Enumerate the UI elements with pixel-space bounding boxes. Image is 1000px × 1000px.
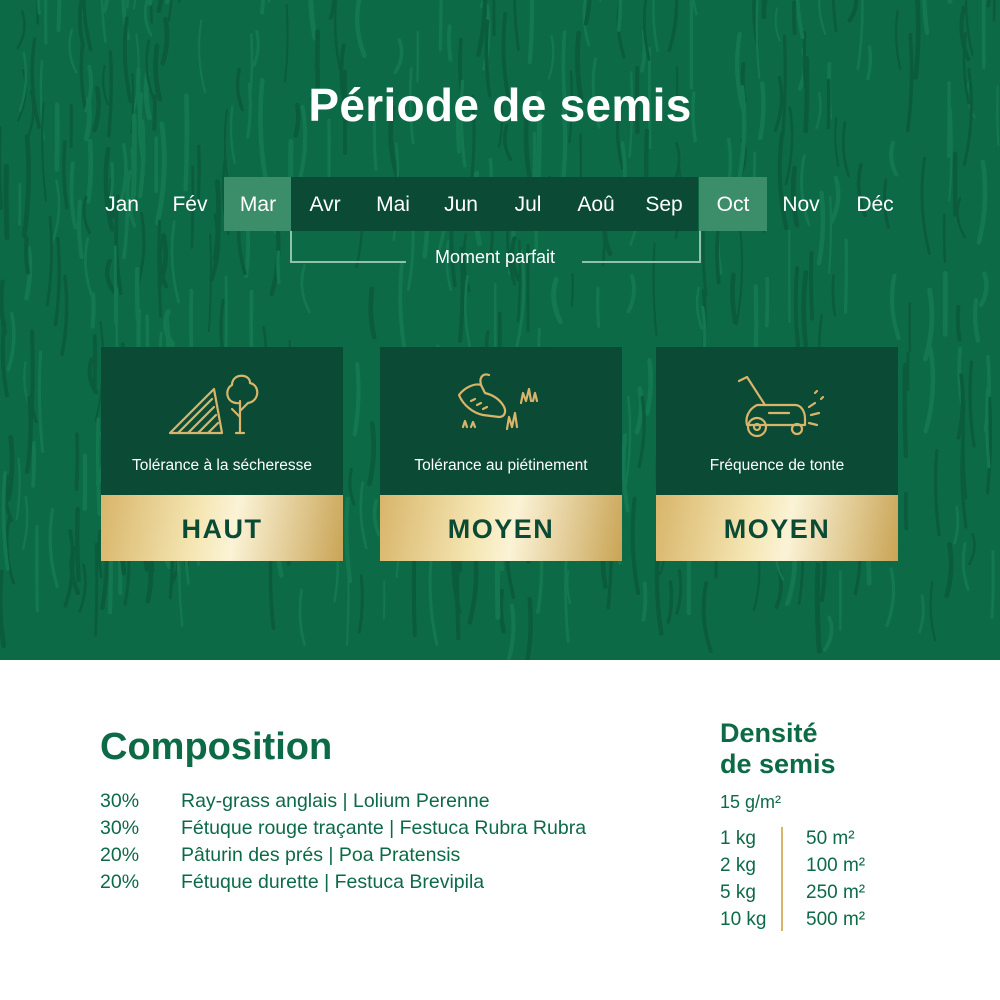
composition-species: Fétuque durette | Festuca Brevipila bbox=[181, 871, 485, 893]
card-header bbox=[380, 347, 622, 495]
month-apr: Avr bbox=[291, 177, 359, 231]
card-label: Fréquence de tonte bbox=[709, 457, 845, 474]
density-area: 500 m² bbox=[806, 909, 866, 930]
composition-species: Fétuque rouge traçante | Festuca Rubra Rubra bbox=[181, 817, 587, 839]
density-row bbox=[720, 882, 920, 909]
month-jun: Jun bbox=[427, 177, 495, 231]
composition-item bbox=[100, 790, 700, 817]
month-jul: Jul bbox=[494, 177, 562, 231]
month-dec: Déc bbox=[856, 193, 894, 216]
composition-species: Ray-grass anglais | Lolium Perenne bbox=[181, 790, 490, 812]
drought-tree-icon bbox=[162, 367, 282, 443]
trampling-shoe-icon bbox=[441, 367, 561, 443]
density-area: 100 m² bbox=[806, 855, 866, 876]
card-label: Tolérance au piétinement bbox=[414, 457, 588, 474]
card-value: MOYEN bbox=[380, 495, 622, 561]
month-may: Mai bbox=[359, 177, 427, 231]
perfect-period-label: Moment parfait bbox=[434, 247, 556, 267]
density-row bbox=[720, 855, 920, 882]
density-area: 250 m² bbox=[806, 882, 866, 903]
density-weight: 2 kg bbox=[720, 855, 756, 876]
density-area: 50 m² bbox=[806, 828, 855, 849]
mowing-frequency-card bbox=[656, 347, 898, 561]
lawnmower-icon bbox=[717, 367, 837, 443]
density-rate: 15 g/m² bbox=[720, 792, 782, 812]
month-aug: Aoû bbox=[562, 177, 630, 231]
composition-percent: 20% bbox=[100, 871, 140, 893]
composition-item bbox=[100, 817, 700, 844]
month-mar: Mar bbox=[224, 177, 292, 231]
density-weight: 1 kg bbox=[720, 828, 756, 849]
composition-species: Pâturin des prés | Poa Pratensis bbox=[181, 844, 461, 866]
composition-percent: 20% bbox=[100, 844, 140, 866]
composition-item bbox=[100, 844, 700, 871]
drought-tolerance-card bbox=[101, 347, 343, 561]
card-value: MOYEN bbox=[656, 495, 898, 561]
month-sep: Sep bbox=[630, 177, 698, 231]
month-nov: Nov bbox=[782, 193, 820, 216]
density-title-line1: Densité bbox=[720, 718, 818, 748]
month-oct: Oct bbox=[699, 177, 767, 231]
composition-item bbox=[100, 871, 700, 898]
composition-title: Composition bbox=[100, 726, 333, 768]
card-label: Tolérance à la sécheresse bbox=[131, 457, 313, 474]
month-feb: Fév bbox=[172, 193, 208, 216]
card-header bbox=[656, 347, 898, 495]
density-weight: 10 kg bbox=[720, 909, 767, 930]
trampling-tolerance-card bbox=[380, 347, 622, 561]
composition-percent: 30% bbox=[100, 817, 140, 839]
density-row bbox=[720, 909, 920, 936]
density-weight: 5 kg bbox=[720, 882, 756, 903]
density-title-line2: de semis bbox=[720, 749, 836, 779]
page-title: Période de semis bbox=[308, 79, 692, 131]
card-value: HAUT bbox=[101, 495, 343, 561]
month-jan: Jan bbox=[105, 193, 139, 216]
card-header bbox=[101, 347, 343, 495]
density-row bbox=[720, 828, 920, 855]
density-title bbox=[720, 718, 836, 780]
composition-percent: 30% bbox=[100, 790, 140, 812]
